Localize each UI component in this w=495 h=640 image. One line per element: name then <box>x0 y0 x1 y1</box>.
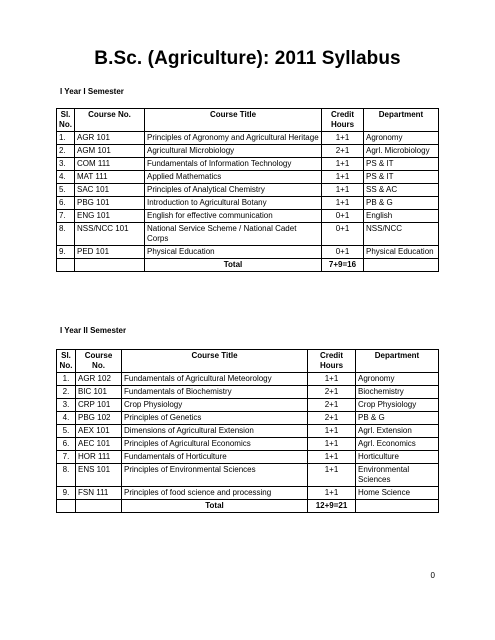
cell-course-title: Fundamentals of Information Technology <box>145 158 322 171</box>
header-course-no: Course No. <box>75 109 145 132</box>
table-row <box>57 158 439 171</box>
header-credit-hours: Credit Hours <box>308 350 356 373</box>
cell-course-title: Principles of Genetics <box>122 412 308 425</box>
table-row <box>57 197 439 210</box>
table-row <box>57 438 439 451</box>
semester2-heading: I Year II Semester <box>60 326 127 335</box>
table-row <box>57 223 439 246</box>
cell-sl: 4. <box>57 412 76 425</box>
cell-department: Home Science <box>356 487 439 500</box>
cell-course-title: Fundamentals of Biochemistry <box>122 386 308 399</box>
cell-department: PB & G <box>356 412 439 425</box>
cell-sl: 6. <box>57 197 75 210</box>
header-department: Department <box>364 109 439 132</box>
cell-course-no: FSN 111 <box>76 487 122 500</box>
cell-credit-hours: 1+1 <box>322 184 364 197</box>
cell-department: NSS/NCC <box>364 223 439 246</box>
cell-sl: 6. <box>57 438 76 451</box>
cell-sl: 8. <box>57 223 75 246</box>
cell-sl: 5. <box>57 184 75 197</box>
cell-credit-hours: 0+1 <box>322 210 364 223</box>
table-row <box>57 464 439 487</box>
cell-department: PS & IT <box>364 171 439 184</box>
cell-department: Physical Education <box>364 246 439 259</box>
cell-sl: 3. <box>57 399 76 412</box>
page-number: 0 <box>430 571 435 580</box>
cell-credit-hours: 0+1 <box>322 223 364 246</box>
total-label: Total <box>145 259 322 272</box>
semester1-rows <box>57 132 439 272</box>
cell-department: PS & IT <box>364 158 439 171</box>
cell-course-title: Introduction to Agricultural Botany <box>145 197 322 210</box>
table-row <box>57 487 439 500</box>
cell-department: SS & AC <box>364 184 439 197</box>
total-row <box>57 500 439 513</box>
cell-course-no: ENS 101 <box>76 464 122 487</box>
total-blank-cell <box>356 500 439 513</box>
table-row <box>57 412 439 425</box>
header-course-no: Course No. <box>76 350 122 373</box>
table-row <box>57 132 439 145</box>
cell-course-title: Principles of Environmental Sciences <box>122 464 308 487</box>
table-row <box>57 373 439 386</box>
cell-course-title: Agricultural Microbiology <box>145 145 322 158</box>
cell-course-title: National Service Scheme / National Cadet Corps <box>145 223 322 246</box>
total-blank-cell <box>75 259 145 272</box>
cell-department: Agronomy <box>364 132 439 145</box>
cell-department: Agrl. Economics <box>356 438 439 451</box>
total-value: 12+9=21 <box>308 500 356 513</box>
semester2-rows <box>57 373 439 513</box>
cell-credit-hours: 1+1 <box>308 451 356 464</box>
header-department: Department <box>356 350 439 373</box>
total-blank-cell <box>76 500 122 513</box>
cell-course-title: Dimensions of Agricultural Extension <box>122 425 308 438</box>
cell-department: PB & G <box>364 197 439 210</box>
cell-course-no: AEC 101 <box>76 438 122 451</box>
cell-sl: 9. <box>57 487 76 500</box>
cell-course-title: English for effective communication <box>145 210 322 223</box>
header-sl: Sl. No. <box>57 350 76 373</box>
table-row <box>57 451 439 464</box>
cell-department: English <box>364 210 439 223</box>
cell-course-title: Crop Physiology <box>122 399 308 412</box>
header-credit-hours: Credit Hours <box>322 109 364 132</box>
cell-credit-hours: 1+1 <box>308 425 356 438</box>
cell-course-no: AEX 101 <box>76 425 122 438</box>
cell-credit-hours: 2+1 <box>308 399 356 412</box>
cell-course-no: SAC 101 <box>75 184 145 197</box>
table-row <box>57 145 439 158</box>
cell-course-no: AGR 101 <box>75 132 145 145</box>
header-sl: Sl. No. <box>57 109 75 132</box>
cell-credit-hours: 2+1 <box>322 145 364 158</box>
cell-sl: 8. <box>57 464 76 487</box>
cell-sl: 3. <box>57 158 75 171</box>
table-row <box>57 184 439 197</box>
total-blank-cell <box>57 259 75 272</box>
cell-credit-hours: 1+1 <box>308 438 356 451</box>
cell-department: Agrl. Extension <box>356 425 439 438</box>
total-row <box>57 259 439 272</box>
cell-course-title: Applied Mathematics <box>145 171 322 184</box>
cell-course-no: COM 111 <box>75 158 145 171</box>
cell-course-no: PBG 101 <box>75 197 145 210</box>
cell-course-no: PED 101 <box>75 246 145 259</box>
cell-course-title: Physical Education <box>145 246 322 259</box>
header-course-title: Course Title <box>145 109 322 132</box>
cell-credit-hours: 1+1 <box>308 373 356 386</box>
cell-department: Environmental Sciences <box>356 464 439 487</box>
cell-course-no: AGR 102 <box>76 373 122 386</box>
total-blank-cell <box>364 259 439 272</box>
table-header-row <box>57 350 439 373</box>
cell-course-no: NSS/NCC 101 <box>75 223 145 246</box>
cell-department: Agrl. Microbiology <box>364 145 439 158</box>
cell-course-title: Principles of Analytical Chemistry <box>145 184 322 197</box>
table-row <box>57 399 439 412</box>
cell-department: Agronomy <box>356 373 439 386</box>
cell-course-title: Principles of food science and processing <box>122 487 308 500</box>
cell-credit-hours: 1+1 <box>308 487 356 500</box>
cell-credit-hours: 0+1 <box>322 246 364 259</box>
cell-course-no: HOR 111 <box>76 451 122 464</box>
cell-course-title: Principles of Agronomy and Agricultural Heritage <box>145 132 322 145</box>
cell-sl: 5. <box>57 425 76 438</box>
semester1-heading: I Year I Semester <box>60 87 124 96</box>
cell-sl: 2. <box>57 386 76 399</box>
table-row <box>57 171 439 184</box>
cell-course-title: Fundamentals of Agricultural Meteorology <box>122 373 308 386</box>
cell-course-no: BIC 101 <box>76 386 122 399</box>
total-label: Total <box>122 500 308 513</box>
cell-sl: 9. <box>57 246 75 259</box>
cell-credit-hours: 2+1 <box>308 412 356 425</box>
table-row <box>57 425 439 438</box>
cell-department: Biochemistry <box>356 386 439 399</box>
cell-course-title: Principles of Agricultural Economics <box>122 438 308 451</box>
header-course-title: Course Title <box>122 350 308 373</box>
cell-course-no: PBG 102 <box>76 412 122 425</box>
cell-course-no: AGM 101 <box>75 145 145 158</box>
cell-credit-hours: 1+1 <box>322 171 364 184</box>
cell-sl: 7. <box>57 210 75 223</box>
total-blank-cell <box>57 500 76 513</box>
table-header-row <box>57 109 439 132</box>
cell-credit-hours: 1+1 <box>308 464 356 487</box>
cell-credit-hours: 1+1 <box>322 132 364 145</box>
cell-course-title: Fundamentals of Horticulture <box>122 451 308 464</box>
cell-sl: 4. <box>57 171 75 184</box>
cell-sl: 1. <box>57 373 76 386</box>
cell-credit-hours: 2+1 <box>308 386 356 399</box>
table-row <box>57 246 439 259</box>
semester2-table <box>56 349 439 513</box>
page-title: B.Sc. (Agriculture): 2011 Syllabus <box>94 48 401 69</box>
cell-course-no: ENG 101 <box>75 210 145 223</box>
table-row <box>57 386 439 399</box>
total-value: 7+9=16 <box>322 259 364 272</box>
cell-sl: 2. <box>57 145 75 158</box>
cell-credit-hours: 1+1 <box>322 197 364 210</box>
cell-course-no: MAT 111 <box>75 171 145 184</box>
cell-credit-hours: 1+1 <box>322 158 364 171</box>
cell-department: Crop Physiology <box>356 399 439 412</box>
cell-course-no: CRP 101 <box>76 399 122 412</box>
table-row <box>57 210 439 223</box>
cell-department: Horticulture <box>356 451 439 464</box>
semester1-table <box>56 108 439 272</box>
cell-sl: 7. <box>57 451 76 464</box>
cell-sl: 1. <box>57 132 75 145</box>
